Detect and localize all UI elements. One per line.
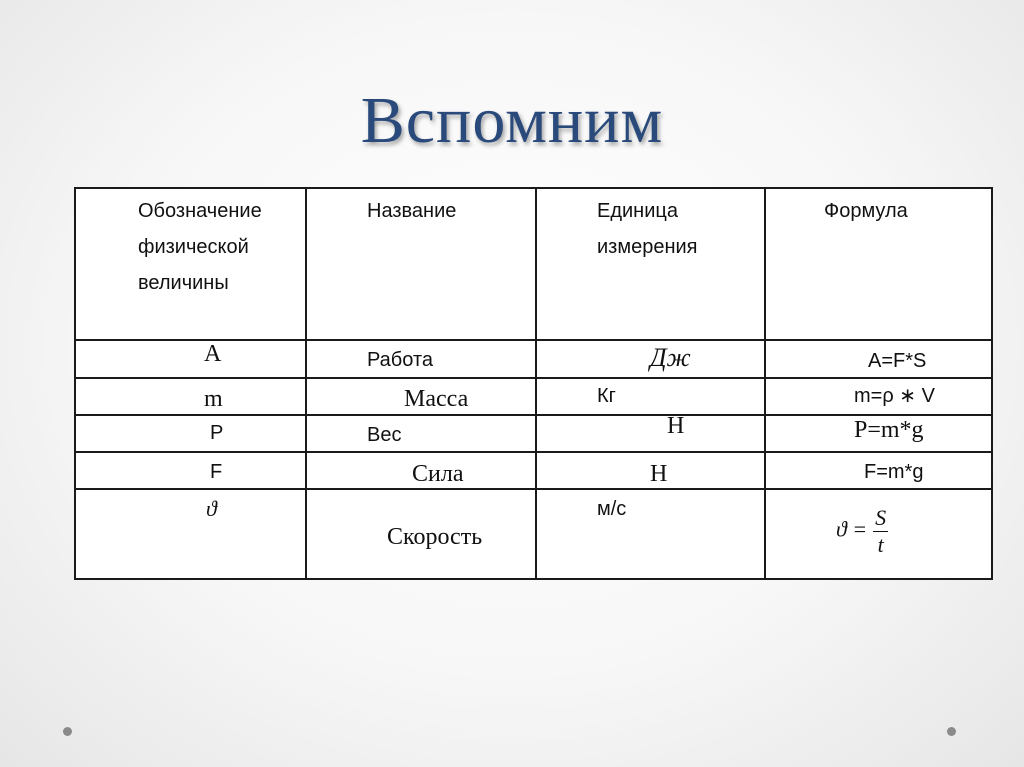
formula-lhs: ϑ =	[836, 516, 868, 542]
table-row	[75, 378, 992, 415]
formula-cell: P=m*g	[854, 417, 924, 443]
header-cell	[75, 188, 306, 340]
formula-cell: A=F*S	[868, 350, 927, 372]
table-cell	[306, 340, 536, 378]
unit-cell: Н	[667, 413, 685, 439]
formula-cell: m=ρ ∗ V	[854, 385, 935, 407]
formula-denominator: t	[877, 532, 884, 558]
header-cell	[536, 188, 765, 340]
formula-cell: F=m*g	[864, 461, 924, 483]
table-cell	[536, 340, 765, 378]
unit-cell: м/с	[597, 498, 627, 520]
table-cell	[765, 378, 992, 415]
table-header-row	[75, 188, 992, 340]
slide-title: Вспомним	[360, 84, 664, 157]
physics-table	[74, 187, 993, 580]
header-cell	[306, 188, 536, 340]
table-cell	[75, 452, 306, 489]
table-cell	[536, 489, 765, 579]
header-symbol: Обозначение физической величины	[138, 200, 262, 294]
nav-dot-right	[947, 727, 956, 736]
table-cell	[306, 452, 536, 489]
table-cell	[765, 415, 992, 452]
name-cell: Сила	[412, 461, 464, 487]
name-cell: Работа	[367, 349, 433, 371]
table-row	[75, 415, 992, 452]
table-cell	[75, 340, 306, 378]
unit-cell: Н	[650, 461, 668, 487]
table-cell	[75, 378, 306, 415]
table-row	[75, 340, 992, 378]
table-cell	[536, 452, 765, 489]
symbol-cell: ϑ	[206, 496, 217, 521]
unit-cell: Кг	[597, 385, 616, 407]
symbol-cell: P	[210, 422, 224, 444]
formula-fraction	[873, 506, 888, 557]
header-name: Название	[367, 200, 457, 222]
table-cell	[306, 415, 536, 452]
table-cell	[765, 340, 992, 378]
table-row	[75, 489, 992, 579]
symbol-cell: A	[204, 341, 222, 367]
header-cell	[765, 188, 992, 340]
table-cell	[75, 415, 306, 452]
symbol-cell: F	[210, 461, 223, 483]
unit-cell: Дж	[650, 343, 691, 372]
symbol-cell: m	[204, 386, 223, 412]
table-cell	[306, 378, 536, 415]
table-cell	[536, 378, 765, 415]
table-cell	[306, 489, 536, 579]
header-unit: Единица измерения	[597, 200, 698, 258]
formula-numerator: S	[873, 506, 888, 532]
header-formula: Формула	[824, 200, 908, 222]
table-row	[75, 452, 992, 489]
table-cell	[75, 489, 306, 579]
name-cell: Скорость	[387, 524, 483, 550]
table-cell	[536, 415, 765, 452]
name-cell: Масса	[404, 386, 469, 412]
table-cell	[765, 452, 992, 489]
velocity-formula	[836, 506, 888, 557]
nav-dot-left	[63, 727, 72, 736]
table-cell	[765, 489, 992, 579]
name-cell: Вес	[367, 424, 402, 446]
